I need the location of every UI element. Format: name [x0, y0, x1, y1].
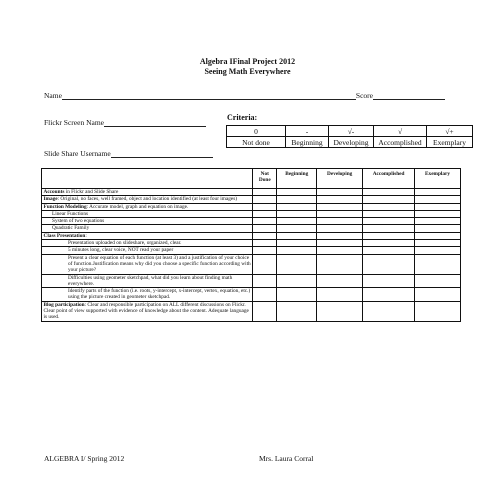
rubric-score-cell[interactable]	[253, 218, 277, 225]
rubric-criterion-heading: Accounts	[43, 189, 65, 195]
rubric-score-cell[interactable]	[317, 225, 363, 232]
rubric-criterion-text: Present a clear equation of each function (at least 3) and a justification of your choice of function.Justification means why did you choose a specific function according with your picture?	[68, 254, 251, 274]
rubric-score-cell[interactable]	[415, 247, 461, 254]
criteria-label: Criteria:	[227, 113, 258, 122]
criteria-symbol: √	[374, 126, 427, 137]
rubric-score-cell[interactable]	[363, 301, 415, 321]
rubric-criterion-text: Difficulties using geometer sketchpad, what did you learn about finding math everywhere.	[68, 274, 233, 287]
rubric-score-cell[interactable]	[253, 254, 277, 274]
rubric-score-cell[interactable]	[415, 210, 461, 217]
rubric-criterion	[42, 189, 253, 196]
criteria-symbol: √+	[427, 126, 473, 137]
rubric-row	[42, 240, 461, 247]
rubric-score-cell[interactable]	[415, 196, 461, 203]
rubric-criterion-heading: Function Modeling	[43, 203, 87, 210]
rubric-criterion-text: 5 minutes long, clear voice, NOT read your paper	[68, 247, 174, 254]
rubric-criterion-text: in Flickr and Slide Share	[64, 189, 119, 195]
name-field[interactable]	[62, 91, 356, 100]
rubric-criterion-text: Presentation uploaded on slideshare, organized, clear.	[68, 240, 182, 247]
document-title-block	[0, 57, 495, 77]
rubric-criterion-text: : Accurate model, graph and equation on image.	[86, 203, 189, 210]
name-label: Name	[44, 91, 62, 100]
rubric-row	[42, 254, 461, 274]
rubric-score-cell[interactable]	[317, 254, 363, 274]
rubric-row	[42, 301, 461, 321]
rubric-score-cell[interactable]	[363, 203, 415, 210]
rubric-score-cell[interactable]	[317, 240, 363, 247]
rubric-header: Exemplary	[415, 169, 461, 189]
rubric-score-cell[interactable]	[277, 189, 317, 196]
rubric-score-cell[interactable]	[317, 247, 363, 254]
rubric-row	[42, 210, 461, 217]
rubric-score-cell[interactable]	[415, 240, 461, 247]
slideshare-field[interactable]	[111, 149, 213, 158]
rubric-header: Beginning	[277, 169, 317, 189]
rubric-score-cell[interactable]	[363, 240, 415, 247]
rubric-score-cell[interactable]	[277, 218, 317, 225]
rubric-criterion-text: Linear Functions	[52, 210, 89, 217]
rubric-score-cell[interactable]	[317, 288, 363, 302]
rubric-score-cell[interactable]	[277, 274, 317, 288]
slideshare-label: Slide Share Username	[44, 149, 111, 158]
rubric-score-cell[interactable]	[317, 232, 363, 239]
document-subtitle: Seeing Math Everywhere	[204, 67, 291, 76]
rubric-score-cell[interactable]	[363, 254, 415, 274]
rubric-criterion	[42, 247, 253, 254]
rubric-score-cell[interactable]	[415, 232, 461, 239]
rubric-score-cell[interactable]	[277, 288, 317, 302]
rubric-score-cell[interactable]	[415, 274, 461, 288]
criteria-symbol: √-	[329, 126, 374, 137]
rubric-header: Not Done	[253, 169, 277, 189]
rubric-criterion	[42, 274, 253, 288]
rubric-score-cell[interactable]	[363, 189, 415, 196]
rubric-score-cell[interactable]	[253, 288, 277, 302]
criteria-level: Beginning	[286, 137, 329, 148]
rubric-score-cell[interactable]	[277, 203, 317, 210]
rubric-score-cell[interactable]	[253, 301, 277, 321]
rubric-header: Developing	[317, 169, 363, 189]
rubric-score-cell[interactable]	[415, 225, 461, 232]
rubric-criterion-text: Quadratic Family	[52, 225, 90, 232]
rubric-score-cell[interactable]	[253, 274, 277, 288]
rubric-criterion	[42, 240, 253, 247]
rubric-row	[42, 232, 461, 239]
rubric-score-cell[interactable]	[363, 232, 415, 239]
rubric-row	[42, 189, 461, 196]
rubric-row	[42, 274, 461, 288]
criteria-table	[226, 125, 473, 148]
rubric-score-cell[interactable]	[317, 301, 363, 321]
criteria-level: Accomplished	[374, 137, 427, 148]
rubric-score-cell[interactable]	[317, 203, 363, 210]
rubric-row	[42, 225, 461, 232]
rubric-criterion-text: Identify parts of the function (i.e. roots, y-intercept, x-intercept, vertex, equation, etc.) using the picture created in geometer sketchpad.	[68, 288, 251, 301]
rubric-score-cell[interactable]	[415, 254, 461, 274]
rubric-score-cell[interactable]	[277, 254, 317, 274]
rubric-criterion	[42, 225, 253, 232]
rubric-criterion	[42, 232, 253, 239]
criteria-level: Developing	[329, 137, 374, 148]
score-label: Score	[355, 91, 373, 100]
rubric-row	[42, 247, 461, 254]
rubric-score-cell[interactable]	[363, 274, 415, 288]
criteria-symbol: 0	[227, 126, 286, 137]
rubric-row	[42, 218, 461, 225]
rubric-criterion	[42, 210, 253, 217]
criteria-symbol: -	[286, 126, 329, 137]
criteria-level-row	[227, 137, 473, 148]
rubric-header-blank	[42, 169, 253, 189]
slideshare-row	[44, 149, 213, 158]
flickr-field[interactable]	[104, 118, 206, 127]
rubric-score-cell[interactable]	[415, 218, 461, 225]
score-field[interactable]	[373, 91, 445, 100]
rubric-criterion	[42, 254, 253, 274]
rubric-score-cell[interactable]	[253, 189, 277, 196]
rubric-score-cell[interactable]	[317, 196, 363, 203]
rubric-score-cell[interactable]	[317, 274, 363, 288]
rubric-score-cell[interactable]	[363, 210, 415, 217]
rubric-header: Accomplished	[363, 169, 415, 189]
rubric-score-cell[interactable]	[363, 225, 415, 232]
document-title: Algebra IFinal Project 2012	[199, 57, 296, 66]
rubric-score-cell[interactable]	[277, 232, 317, 239]
rubric-body	[42, 189, 461, 322]
flickr-label: Flickr Screen Name	[44, 118, 104, 127]
rubric-score-cell[interactable]	[415, 203, 461, 210]
rubric-criterion	[42, 218, 253, 225]
rubric-score-cell[interactable]	[277, 210, 317, 217]
rubric-score-cell[interactable]	[363, 288, 415, 302]
rubric-score-cell[interactable]	[363, 196, 415, 203]
rubric-score-cell[interactable]	[363, 247, 415, 254]
rubric-criterion-heading: Blog participation	[43, 301, 85, 308]
criteria-symbol-row	[227, 126, 473, 137]
rubric-criterion-text: : Clear and responsible participation on ALL different discussions on Flickr. Clear point of view supported with evidence of knowledge about the content. Adequate language is used.	[43, 301, 249, 321]
rubric-row	[42, 288, 461, 302]
rubric-score-cell[interactable]	[363, 218, 415, 225]
footer-course: ALGEBRA I/ Spring 2012	[44, 454, 125, 463]
rubric-score-cell[interactable]	[415, 288, 461, 302]
rubric-criterion-heading: Class Presentation	[43, 232, 86, 239]
rubric-score-cell[interactable]	[317, 210, 363, 217]
rubric-header-row	[42, 169, 461, 189]
rubric-score-cell[interactable]	[253, 232, 277, 239]
rubric-score-cell[interactable]	[253, 196, 277, 203]
rubric-table	[41, 168, 461, 322]
rubric-score-cell[interactable]	[253, 240, 277, 247]
rubric-criterion	[42, 301, 253, 321]
rubric-score-cell[interactable]	[277, 196, 317, 203]
rubric-score-cell[interactable]	[253, 210, 277, 217]
rubric-score-cell[interactable]	[317, 189, 363, 196]
rubric-score-cell[interactable]	[415, 189, 461, 196]
flickr-row	[44, 118, 206, 127]
rubric-criterion-heading: Image	[43, 196, 58, 203]
rubric-score-cell[interactable]	[277, 301, 317, 321]
rubric-row	[42, 196, 461, 203]
name-score-row	[44, 91, 454, 100]
rubric-score-cell[interactable]	[317, 218, 363, 225]
rubric-score-cell[interactable]	[415, 301, 461, 321]
footer-teacher: Mrs. Laura Corral	[259, 454, 314, 463]
rubric-score-cell[interactable]	[253, 247, 277, 254]
rubric-row	[42, 203, 461, 210]
rubric-score-cell[interactable]	[277, 225, 317, 232]
criteria-level: Not done	[227, 137, 286, 148]
criteria-level: Exemplary	[427, 137, 473, 148]
rubric-criterion-text: :	[85, 232, 87, 239]
rubric-criterion-text: : Original, no faces, well framed, object and location identified (at least four images)	[57, 196, 238, 203]
rubric-score-cell[interactable]	[253, 203, 277, 210]
rubric-criterion	[42, 196, 253, 203]
rubric-criterion	[42, 288, 253, 302]
rubric-score-cell[interactable]	[277, 240, 317, 247]
rubric-criterion-text: System of two equations	[52, 218, 105, 225]
rubric-score-cell[interactable]	[253, 225, 277, 232]
rubric-criterion	[42, 203, 253, 210]
rubric-score-cell[interactable]	[277, 247, 317, 254]
